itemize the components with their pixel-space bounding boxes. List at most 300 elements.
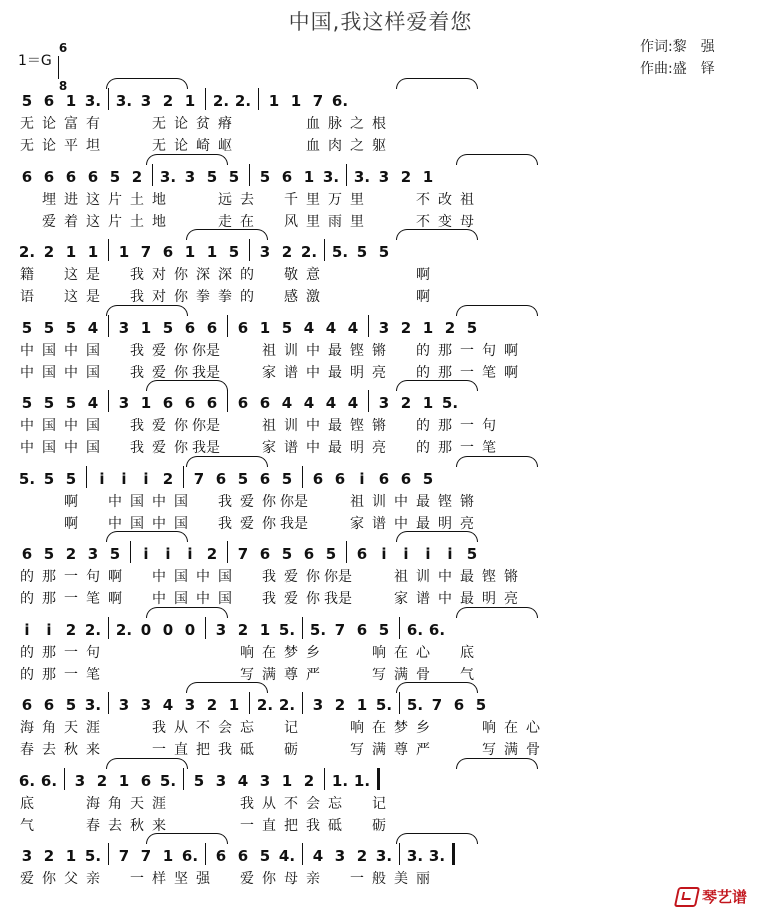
note: 5 (325, 545, 337, 563)
lyric-syllable: 谱 (284, 364, 298, 381)
lyric-syllable (38, 793, 60, 813)
lyrics-verse-2 (16, 739, 544, 759)
tie-arc (106, 78, 188, 89)
lyric-syllable: 般 (372, 871, 386, 887)
lyric-syllable (280, 890, 302, 910)
lyric-syllable: 铿 (482, 569, 496, 585)
barline (258, 88, 259, 110)
lyric-syllable: 一 (460, 418, 474, 434)
note: 5 (193, 771, 205, 790)
lyric-syllable (236, 437, 258, 457)
lyric-syllable (170, 815, 192, 835)
note: 1. (353, 771, 371, 790)
lyric-syllable: 一 (350, 871, 364, 887)
note: 5 (281, 469, 293, 488)
note: 2 (400, 318, 412, 337)
note: 7 (193, 469, 205, 488)
lyric-syllable: 片 (108, 213, 122, 230)
lyric-syllable: 爱 (152, 364, 166, 381)
note: 0 (184, 620, 196, 639)
lyric-syllable: 无 (20, 116, 34, 132)
note: 5. (331, 243, 349, 261)
lyric-syllable: 去 (108, 817, 122, 834)
lyric-syllable (60, 815, 82, 835)
tie-arc (186, 682, 268, 693)
lyric-syllable (192, 189, 214, 209)
note: 5. (441, 394, 459, 412)
note: 6. (406, 620, 424, 639)
lyric-syllable (324, 664, 346, 684)
lyric-syllable (258, 189, 280, 209)
lyric-syllable: 对 (152, 289, 166, 305)
lyric-syllable: 的 (416, 364, 430, 381)
lyric-syllable (346, 815, 368, 835)
lyric-syllable: 片 (108, 191, 122, 208)
lyric-syllable: 从 (174, 720, 188, 736)
note: 5 (422, 469, 434, 488)
lyric-syllable (434, 868, 456, 888)
lyric-syllable: 砺 (284, 742, 298, 758)
tie-arc (146, 380, 228, 391)
note: 5 (43, 394, 55, 412)
note: 5. (406, 696, 424, 714)
notation-row (16, 388, 461, 412)
note: i (46, 620, 52, 639)
lyric-syllable (258, 135, 280, 155)
barline (86, 466, 87, 488)
note: 4 (325, 318, 337, 337)
lyric-syllable: 春 (86, 817, 100, 834)
lyric-syllable (368, 189, 390, 209)
lyric-syllable (126, 739, 148, 759)
lyric-syllable: 啊 (64, 493, 78, 510)
note: 1 (140, 318, 152, 337)
lyric-syllable: 你 (174, 364, 188, 381)
lyric-syllable (346, 664, 368, 684)
note: i (447, 545, 453, 563)
lyric-syllable: 我 (262, 569, 276, 585)
lyric-syllable (104, 113, 126, 133)
lyric-syllable: 那 (42, 591, 56, 607)
note: 5 (43, 469, 55, 488)
lyric-syllable (38, 286, 60, 306)
lyric-syllable: 父 (64, 871, 78, 887)
lyric-syllable: 我是 (280, 515, 308, 532)
note: 6 (21, 167, 33, 186)
lyric-syllable: 写 (240, 666, 254, 683)
tie-arc (396, 229, 478, 240)
lyric-syllable: 把 (284, 817, 298, 834)
lyric-syllable (192, 664, 214, 684)
note: 1 (184, 92, 196, 110)
lyric-syllable (16, 211, 38, 231)
lyric-syllable: 国 (86, 342, 100, 359)
lyric-syllable: 谱 (416, 591, 430, 607)
note: 7 (334, 620, 346, 639)
lyrics-verse-1 (16, 793, 434, 813)
lyric-syllable (126, 890, 148, 910)
lyric-syllable: 国 (86, 364, 100, 381)
barline (108, 617, 109, 639)
lyric-syllable: 我 (218, 515, 232, 532)
lyric-syllable (390, 264, 412, 284)
lyric-syllable (390, 437, 412, 457)
key-signature: 1＝G (18, 53, 52, 69)
lyric-syllable (390, 793, 412, 813)
lyric-syllable: 写 (350, 742, 364, 758)
lyric-syllable (302, 513, 324, 533)
lyric-syllable: 你 (174, 440, 188, 456)
note: 6 (140, 771, 152, 790)
lyric-syllable: 在 (372, 720, 386, 736)
lyric-syllable (390, 340, 412, 360)
note: 3 (334, 847, 346, 865)
lyric-syllable: 骨 (416, 666, 430, 683)
lyric-syllable (478, 890, 500, 910)
lyric-syllable: 千 (284, 191, 298, 208)
lyric-syllable: 最 (460, 569, 474, 585)
note: 2 (131, 167, 143, 186)
note: 4 (162, 696, 174, 714)
notation-row (16, 615, 448, 639)
lyric-syllable (324, 491, 346, 511)
lyric-syllable: 秋 (130, 817, 144, 834)
lyric-syllable (16, 491, 38, 511)
note: 2 (356, 847, 368, 865)
lyric-syllable (346, 588, 368, 608)
barline (227, 390, 228, 412)
lyric-syllable: 我 (218, 742, 232, 758)
note: 4 (303, 394, 315, 412)
lyric-syllable: 涯 (86, 720, 100, 736)
note: 5 (466, 318, 478, 337)
note: 7 (140, 243, 152, 261)
lyric-syllable (104, 664, 126, 684)
barline (152, 164, 153, 186)
lyric-syllable: 谱 (372, 515, 386, 532)
lyric-syllable: 明 (482, 591, 496, 607)
lyric-syllable (324, 642, 346, 662)
tie-arc (106, 758, 188, 769)
lyric-syllable: 句 (86, 644, 100, 661)
lyric-syllable: 天 (64, 720, 78, 736)
lyric-syllable: 铿 (350, 418, 364, 434)
barline (130, 541, 131, 563)
lyric-syllable: 深 (196, 267, 210, 283)
lyric-syllable: 写 (372, 666, 386, 683)
note: 7 (118, 847, 130, 865)
barline (452, 843, 455, 865)
note: 6 (215, 469, 227, 488)
lyric-syllable: 我 (130, 440, 144, 456)
note: 6 (237, 394, 249, 412)
barline (399, 843, 400, 865)
lyric-syllable (38, 815, 60, 835)
lyric-syllable (192, 793, 214, 813)
note: 5 (356, 243, 368, 261)
lyric-syllable: 岖 (218, 138, 232, 154)
note: 6 (356, 620, 368, 639)
note: 2 (400, 167, 412, 186)
lyric-syllable: 这 (64, 267, 78, 283)
note: 3 (140, 696, 152, 714)
note: 4 (303, 318, 315, 337)
lyric-syllable: 响 (372, 644, 386, 661)
barline (249, 239, 250, 261)
lyric-syllable: 满 (394, 666, 408, 683)
lyric-syllable: 是 (86, 267, 100, 283)
lyric-syllable: 丽 (416, 871, 430, 887)
lyric-syllable (192, 211, 214, 231)
lyric-syllable (324, 513, 346, 533)
lyric-syllable: 乡 (416, 720, 430, 736)
lyric-syllable: 的 (20, 666, 34, 683)
lyric-syllable: 一 (64, 591, 78, 607)
note: 3. (375, 847, 393, 865)
lyric-syllable: 中 (306, 342, 320, 359)
lyric-syllable: 崎 (196, 138, 210, 154)
note: i (143, 469, 149, 488)
tie-arc (396, 380, 478, 391)
lyric-syllable: 尊 (284, 666, 298, 683)
note: 2. (115, 620, 133, 639)
lyric-syllable (368, 588, 390, 608)
lyric-syllable: 砥 (328, 817, 342, 834)
lyrics-verse-1 (16, 340, 522, 360)
lyric-syllable: 去 (42, 742, 56, 758)
lyrics-verse-1 (16, 868, 522, 888)
note: 0 (140, 620, 152, 639)
barline (346, 164, 347, 186)
lyric-syllable: 美 (394, 871, 408, 887)
lyric-syllable: 你 (306, 591, 320, 607)
lyric-syllable: 中 (196, 591, 210, 607)
lyric-syllable: 爱 (284, 591, 298, 607)
note: 5 (109, 545, 121, 563)
note: 4 (347, 394, 359, 412)
lyric-syllable: 天 (130, 795, 144, 812)
lyric-syllable: 国 (42, 342, 56, 359)
lyric-syllable: 国 (174, 591, 188, 607)
lyric-syllable: 最 (416, 493, 430, 510)
lyric-syllable (434, 739, 456, 759)
lyric-syllable: 国 (174, 569, 188, 585)
lyric-syllable: 中 (64, 342, 78, 359)
lyric-syllable: 国 (174, 515, 188, 532)
note: 1 (422, 394, 434, 412)
lyric-syllable: 训 (416, 569, 430, 585)
lyric-syllable: 亮 (372, 364, 386, 381)
note: 1 (356, 696, 368, 714)
tie-arc (146, 154, 228, 165)
lyric-syllable (258, 286, 280, 306)
lyric-syllable (82, 890, 104, 910)
note: 3 (215, 620, 227, 639)
lyric-syllable (126, 135, 148, 155)
lyric-syllable: 中 (64, 364, 78, 381)
note: 5 (65, 469, 77, 488)
lyric-syllable (104, 415, 126, 435)
lyric-syllable: 你 (174, 267, 188, 283)
barline (249, 164, 250, 186)
tie-arc (396, 833, 478, 844)
note: 3. (115, 92, 133, 110)
lyric-syllable (82, 491, 104, 511)
lyric-syllable: 的 (416, 342, 430, 359)
lyric-syllable: 忘 (240, 720, 254, 736)
lyric-syllable: 啊 (416, 267, 430, 283)
time-signature-denominator: 8 (58, 79, 68, 93)
lyric-syllable: 埋 (42, 191, 56, 208)
lyric-syllable (346, 264, 368, 284)
lyric-syllable: 爱 (240, 515, 254, 532)
note: i (143, 545, 149, 563)
lyric-syllable (324, 286, 346, 306)
lyric-syllable: 春 (20, 742, 34, 758)
lyric-syllable (38, 264, 60, 284)
lyric-syllable: 里 (306, 191, 320, 208)
lyric-syllable (500, 890, 522, 910)
lyric-syllable: 一 (460, 342, 474, 359)
lyric-syllable: 尊 (394, 742, 408, 758)
lyric-syllable: 家 (394, 591, 408, 607)
lyric-syllable: 论 (174, 138, 188, 154)
note: 6 (400, 469, 412, 488)
barline (205, 88, 206, 110)
tie-arc (396, 531, 478, 542)
notation-row (16, 841, 459, 865)
lyric-syllable (478, 642, 500, 662)
note: 6 (259, 469, 271, 488)
note: 1. (331, 771, 349, 790)
lyrics-verse-1 (16, 415, 500, 435)
lyric-syllable: 铿 (350, 342, 364, 359)
note: i (403, 545, 409, 563)
lyric-syllable (434, 717, 456, 737)
lyric-syllable: 爱 (240, 871, 254, 887)
note: 3 (378, 318, 390, 337)
lyric-syllable: 梦 (284, 644, 298, 661)
note: 5 (475, 696, 487, 714)
lyric-syllable: 祖 (262, 342, 276, 359)
note: 1 (290, 92, 302, 110)
lyric-syllable (390, 890, 412, 910)
note: 6 (215, 847, 227, 865)
lyric-syllable: 锵 (372, 418, 386, 434)
lyric-syllable: 改 (438, 191, 452, 208)
note: 6. (18, 771, 36, 790)
note: 4. (278, 847, 296, 865)
note: 7 (237, 545, 249, 563)
lyric-syllable (38, 491, 60, 511)
lyric-syllable: 这 (64, 289, 78, 305)
note: 1 (87, 243, 99, 261)
lyric-syllable: 家 (262, 440, 276, 456)
lyric-syllable: 在 (394, 644, 408, 661)
lyric-syllable: 国 (218, 591, 232, 607)
note: 5. (278, 620, 296, 639)
lyric-syllable: 我 (130, 418, 144, 434)
lyric-syllable: 远 (218, 191, 232, 208)
lyric-syllable (346, 642, 368, 662)
note: 2 (281, 243, 293, 261)
lyric-syllable: 爱 (20, 871, 34, 887)
lyric-syllable: 不 (416, 213, 430, 230)
note: 6. (181, 847, 199, 865)
note: 2. (84, 620, 102, 639)
note: 3. (322, 167, 340, 186)
lyric-syllable (126, 588, 148, 608)
lyric-syllable: 明 (438, 515, 452, 532)
note: 5 (281, 545, 293, 563)
note: 6 (43, 92, 55, 110)
lyric-syllable (390, 189, 412, 209)
note: 5 (21, 318, 33, 337)
note: 2 (444, 318, 456, 337)
notation-row (16, 313, 483, 337)
note: 3 (118, 394, 130, 412)
note: 1 (422, 167, 434, 186)
note: 5 (109, 167, 121, 186)
lyric-syllable: 从 (262, 795, 276, 812)
lyric-syllable: 里 (350, 191, 364, 208)
lyric-syllable: 记 (284, 720, 298, 736)
lyric-syllable: 那 (438, 418, 452, 434)
note: 1 (65, 243, 77, 261)
note: 6 (87, 167, 99, 186)
lyric-syllable: 中 (438, 569, 452, 585)
lyric-syllable: 中 (108, 493, 122, 510)
note: 1 (140, 394, 152, 412)
lyric-syllable: 那 (42, 569, 56, 585)
barline (108, 390, 109, 412)
note: 6 (281, 167, 293, 186)
lyric-syllable: 心 (526, 720, 540, 736)
lyrics-verse-1 (16, 491, 478, 511)
lyric-syllable: 底 (20, 795, 34, 812)
note: 2 (162, 469, 174, 488)
notation-row (16, 690, 492, 714)
lyric-syllable (346, 286, 368, 306)
lyric-syllable: 啊 (504, 364, 518, 381)
barline (205, 617, 206, 639)
lyric-syllable (236, 415, 258, 435)
tie-arc (106, 531, 188, 542)
tie-arc (146, 833, 228, 844)
note: i (99, 469, 105, 488)
note: 5 (259, 167, 271, 186)
notation-row (16, 162, 439, 186)
lyric-syllable: 论 (42, 116, 56, 132)
lyric-syllable: 一 (460, 364, 474, 381)
lyric-syllable: 亮 (504, 591, 518, 607)
lyric-syllable: 中 (196, 569, 210, 585)
lyric-syllable (60, 793, 82, 813)
lyric-syllable: 中 (20, 342, 34, 359)
lyric-syllable (170, 664, 192, 684)
note: 2 (43, 243, 55, 261)
barline (249, 692, 250, 714)
lyric-syllable: 海 (20, 720, 34, 736)
lyric-syllable: 会 (306, 795, 320, 812)
lyric-syllable (236, 362, 258, 382)
barline (346, 541, 347, 563)
barline (302, 843, 303, 865)
note: 2 (162, 92, 174, 110)
composer-credit: 作曲:盛 铎 (640, 61, 715, 77)
lyric-syllable: 句 (482, 342, 496, 359)
lyric-syllable (280, 113, 302, 133)
